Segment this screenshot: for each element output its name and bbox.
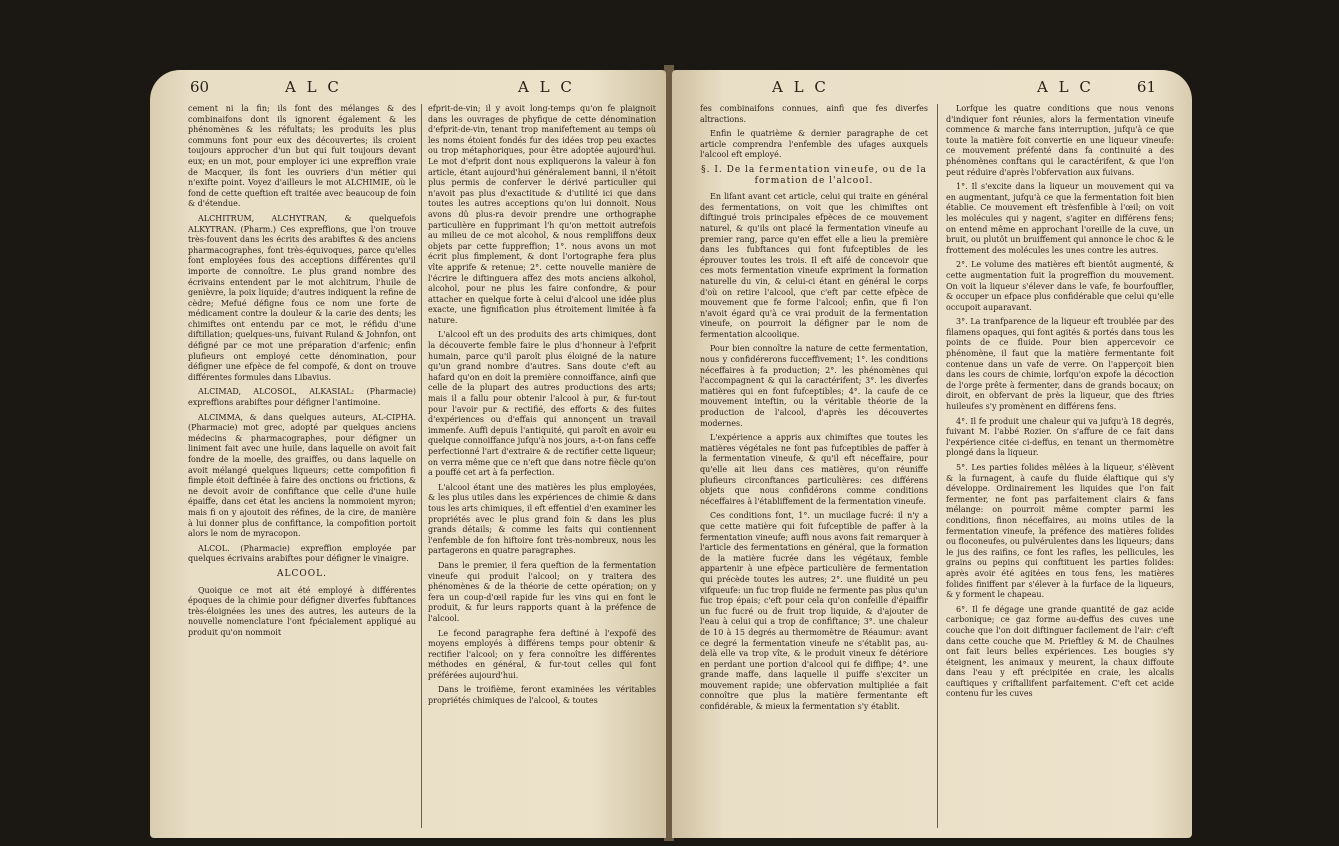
left-page [150, 70, 666, 838]
paragraph: fes combinaifons connues, ainfi que fes diverfes altractions. [700, 104, 928, 124]
page-number: 61 [1136, 78, 1156, 96]
entry-alcimma: ALCIMMA, & dans quelques auteurs, AL-CIPHA. (Pharmacie) mot grec, adopté par quelques anciens médecins & pharmacographes, pour défigner un liniment fait avec une huile, dans laquelle on avoit fait fondre de la moelle, des graiffes, ou dans laquelle on avoit mélangé quelques liqueurs; cette compofition fi fimple étoit deftinée à faire des onctions ou frictions, & ne devoit avoir de confiftance que celle d'une huile épaiffe, dans cet état les anciens la nommoient myron; mais fi on y ajoutoit des réfines, de la cire, de manière à lui donner plus de confiftance, la compofition portoit alors le nom de myracopon. [188, 412, 416, 539]
paragraph: Le fecond paragraphe fera deftiné à l'expofé des moyens employés à différens temps pour obtenir & rectifier l'alcool; on y fera connoître les différentes méthodes en général, & fur-tout celles qui font préférées aujourd'hui. [428, 628, 656, 680]
right-running-header [702, 78, 1162, 100]
left-running-header [180, 78, 636, 100]
text-column-1 [700, 104, 928, 828]
paragraph: Dans le troifième, feront examinées les véritables propriétés chimiques de l'alcool, & toutes [428, 685, 656, 706]
paragraph: L'expérience a appris aux chimiftes que toutes les matières végétales ne font pas fufceptibles de paffer à la fermentation vineufe, & qu'il eft néceffaire, pour qu'elle ait lieu dans ces matières, qu'on réuniffe plufieurs circonftances particulières: ces différens objets que nous confidérons comme conditions néceffaires à l'établiffement de la fermentation vineufe. [700, 433, 928, 506]
column-rule [937, 104, 938, 828]
paragraph: cement ni la fin; ils font des mélanges & des combinaifons dont ils ignorent également & les phénomènes & les réfultats; les produits les plus communs font pour eux des découvertes; ils croient toujours approcher d'un but qui fuit toujours devant eux; en un mot, pour employer ici une expreffion vraie de Macquer, ils font les ouvriers d'un métier qui n'exifte point. Voyez d'ailleurs le mot ALCHIMIE, où le fond de cette queftion eft traitée avec beaucoup de foin & d'étendue. [188, 104, 416, 209]
paragraph: 6°. Il fe dégage une grande quantité de gaz acide carbonique; ce gaz forme au-deffus des cuves une couche que l'on doit diftinguer facilement de l'air: c'eft dans cette couche que M. Prieftley & M. de Chaulnes ont fait leurs belles expériences. Les bougies s'y éteignent, les animaux y meurent, la chaux diffoute dans l'eau y eft précipitée en craie, les alcalis cauftiques y criftallifent parfaitement. C'eft cet acide contenu fur les cuves [946, 604, 1174, 699]
running-head-word: A L C [285, 78, 342, 96]
paragraph: 3°. La tranfparence de la liqueur eft troublée par des filamens opaques, qui font agités & portés dans tous les points de ce fluide. Pour bien appercevoir ce phénomène, il faut que la matière fermentante foit contenue dans un vafe de verre. On l'apperçoit bien dans les cours de chimie, lorfqu'on expofe la décoction de l'orge prête à fermenter, dans de grands bocaux; on diroit, en obfervant de près la liqueur, que des ftries huileufes s'y promènent en différens fens. [946, 317, 1174, 412]
text-column-2 [428, 104, 656, 828]
paragraph: En lifant avant cet article, celui qui traite en général des fermentations, on voit que les chimiftes ont diftingué trois principales efpèces de ce mouvement naturel, & qu'ils ont placé la fermentation vineufe au premier rang, parce qu'en effet elle a lieu la première dans les fubftances qui font fufceptibles de les éprouver toutes les trois. Il eft aifé de concevoir que ces mots fermentation vineufe expriment la formation naturelle du vin, & celui-ci étant en général le corps d'où on retire l'alcool, que c'eft par cette efpèce de mouvement que fe forme l'alcool; enfin, que fi l'on n'avoit égard qu'à ce vrai produit de la fermentation vineufe, on pourroit la défigner par le nom de fermentation alcoolique. [700, 192, 928, 339]
paragraph: L'alcool étant une des matières les plus employées, & les plus utiles dans les expériences de chimie & dans tous les arts chimiques, il eft effentiel d'en examiner les propriétés avec le plus grand foin & dans les plus grands détails; & comme les faits qui contiennent l'enfemble de fon hiftoire font très-nombreux, nous les partagerons en quatre paragraphes. [428, 482, 656, 556]
paragraph: 4°. Il fe produit une chaleur qui va jufqu'à 18 degrés, fuivant M. l'abbé Rozier. On s'affure de ce fait dans l'expérience citée ci-deffus, en tenant un thermomètre plongé dans la liqueur. [946, 416, 1174, 458]
paragraph: Quoique ce mot ait été employé à différentes époques de la chimie pour défigner diverfes fubftances très-éloignées les unes des autres, les auteurs de la nouvelle nomenclature l'ont fpécialement appliqué au produit qu'on nommoit [188, 585, 416, 637]
paragraph: 5°. Les parties folides mêlées à la liqueur, s'élèvent & la furnagent, à caufe du fluide élaftique qui s'y développe. Ordinairement les liquides que l'on fait fermenter, ne font pas parfaitement clairs & fans mélange: on pourroit même compter parmi les conditions, finon néceffaires, au moins utiles de la fermentation vineufe, la préfence des matières folides ou floconeufes, ou pulvérulentes dans les liqueurs; dans le jus des raifins, ce font les rafles, les pellicules, les grains ou pepins qui conftituent les parties folides: après avoir été agitées en tous fens, les matières folides finiffent par s'élever à la furface de la liqueurs, & y forment le chapeau. [946, 463, 1174, 600]
paragraph: 2°. Le volume des matières eft bientôt augmenté, & cette augmentation fuit la progreffion du mouvement. On voit la liqueur s'élever dans le vafe, fe bourfouffler, & occuper un efpace plus confidérable que celui qu'elle occupoit auparavant. [946, 260, 1174, 312]
running-head-word: A L C [772, 78, 829, 96]
section-heading: §. I. De la fermentation vineufe, ou de la formation de l'alcool. [701, 164, 927, 186]
paragraph: L'alcool eft un des produits des arts chimiques, dont la découverte femble faire le plus d'honneur à l'efprit humain, parce qu'il paroît plus éloigné de la nature qu'un grand nombre d'autres. Sans doute c'eft au hafard qu'on en doit la première connoiffance, ainfi que celle de la plupart des autres productions des arts; mais il a fallu pour obtenir l'alcool à pur, & fur-tout pour l'avoir pur & rectifié, des efforts & des fuites d'expériences ou d'effais qui annonçent un travail immenfe. Auffi depuis l'antiquité, qui paroît en avoir eu quelque connoiffance jufqu'à nos jours, a-t-on fans ceffe perfectionné l'art d'extraire & de rectifier cette liqueur; on verra même que ce n'eft que dans notre fiècle qu'on a pouffé cet art à fa perfection. [428, 330, 656, 478]
text-column-1 [188, 104, 416, 828]
entry-alchitrum: ALCHITRUM, ALCHYTRAN, & quelquefois ALKYTRAN. (Pharm.) Ces expreffions, que l'on trouve très-fouvent dans les écrits des arabiftes & des anciens pharmacographes, font très-équivoques, parce qu'elles font employées fous des acceptions différentes qu'il importe de connoître. Le plus grand nombre des écrivains entendent par le mot alchitrum, l'huile de genièvre, la poix liquide; d'autres indiquent la refine de cèdre; Mefué défigne fous ce nom une forte de médicament contre la douleur & la carie des dents; les chimiftes ont entendu par ce mot, le réfidu d'une diftillation; quelques-uns, fuivant Ruland & Johnfon, ont défigné par ce mot une préparation d'arfenic; enfin plufieurs ont employé cette dénomination, pour défigner une efpèce de fel compofé, & dont on trouve différentes formules dans Libavius. [188, 213, 416, 382]
right-page [672, 70, 1192, 838]
paragraph: Lorfque les quatre conditions que nous venons d'indiquer font réunies, alors la fermentation vineufe commence & marche fans interruption, jufqu'à ce que toute la matière foit convertie en une liqueur vineufe: ce mouvement préfenté dans fa continuité a des phénomènes conftans qui le caractérifent, & que l'on peut réduire d'après l'obfervation aux fuivans. [946, 104, 1174, 177]
paragraph: efprit-de-vin; il y avoit long-temps qu'on fe plaignoit dans les ouvrages de phyfique de cette dénomination d'efprit-de-vin, tenant trop manifeftement au temps où les noms étoient fondés fur des idées trop peu exactes ou trop métaphoriques, pour être adoptée aujourd'hui. Le mot d'efprit dont nous expliquerons la valeur à fon article, étant aujourd'hui généralement banni, il n'étoit plus permis de conferver le dérivé particulier qui n'avoit pas plus d'exactitude & d'utilité ici que dans toutes les autres acceptions qu'on lui donnoit. Nous avons dû plus-ra devoir prendre une orthographe particulière en fupprimant l'h qu'on mettoit autrefois au milieu de ce mot alcohol, & nous rempliffons deux objets par cette fuppreffion; 1°. nous avons un mot écrit plus fimplement, & dont l'ortographe fera plus vîte apprife & retenue; 2°. cette nouvelle manière de l'écrire le diftinguera affez des mots anciens alkohol, alcohol, pour ne plus les faire confondre, & pour attacher en quelque forte à celui d'alcool une idée plus exacte, une fignification plus étroitement limitée à fa nature. [428, 104, 656, 325]
entry-alcimad: ALCIMAD, ALCOSOL, ALKASIAL: (Pharmacie) expreffions arabiftes pour défigner l'antimoine. [188, 387, 416, 408]
running-head-word: A L C [518, 78, 575, 96]
text-column-2 [946, 104, 1174, 828]
paragraph: Ces conditions font, 1°. un mucilage fucré: il n'y a que cette matière qui foit fufceptible de paffer à la fermentation vineufe; auffi nous avons fait remarquer à l'article des fermentations en général, que la formation de la matière fucrée dans les végétaux, femble appartenir à une efpèce particulière de fermentation qui précède toutes les autres; 2°. une fluidité un peu vifqueufe: un fuc trop fluide ne fermente pas plus qu'un fuc trop épais; c'eft pour cela qu'on confeille d'épaiffir un fuc fucré ou de fruit trop liquide, & d'ajouter de l'eau à celui qui a trop de confiftance; 3°. une chaleur de 10 à 15 degrés au thermomètre de Réaumur: avant ce degré la fermentation vineufe ne s'établit pas, au-delà elle va trop vîte, & le produit vineux fe détériore en perdant une portion d'alcool qui fe diffipe; 4°. une grande maffe, dans laquelle il puiffe s'exciter un mouvement rapide; une obfervation multipliée a fait connoître que plus la matière fermentante eft confidérable, & mieux la fermentation s'y établit. [700, 511, 928, 712]
running-head-word: A L C [1037, 78, 1094, 96]
paragraph: 1°. Il s'excite dans la liqueur un mouvement qui va en augmentant, jufqu'à ce que la fermentation foit bien établie. Ce mouvement eft trèsfenfible à l'œil; on voit les molécules qui y nagent, s'agiter en différens fens; on entend même en approchant l'oreille de la cuve, un bruit, ou plutôt un bruiffement qui annonce le choc & le frottement des molécules les unes contre les autres. [946, 182, 1174, 255]
paragraph: Dans le premier, il fera queftion de la fermentation vineufe qui produit l'alcool; on y traitera des phénomènes & de la théorie de cette opération; on y fera un coup-d'œil rapide fur les vins qui en font le produit, & fur leurs rapports quant à la préfence de l'alcool. [428, 560, 656, 623]
paragraph: Enfin le quatrième & dernier paragraphe de cet article comprendra l'enfemble des ufages auxquels l'alcool eft employé. [700, 129, 928, 160]
entry-alcol: ALCOL. (Pharmacie) expreffion employée par quelques écrivains arabiftes pour défigner le vinaigre. [188, 543, 416, 564]
column-rule [421, 104, 422, 828]
page-number: 60 [190, 78, 210, 96]
paragraph: Pour bien connoître la nature de cette fermentation, nous y confidérerons fucceffivement; 1°. les conditions néceffaires à fa production; 2°. les phénomènes qui l'accompagnent & qui la caractérifent; 3°. les diverfes matières qui en font fufceptibles; 4°. la caufe de ce mouvement inteftin, ou la véritable théorie de la production de l'alcool, d'après les découvertes modernes. [700, 344, 928, 428]
entry-heading-alcool: ALCOOL. [277, 568, 327, 579]
